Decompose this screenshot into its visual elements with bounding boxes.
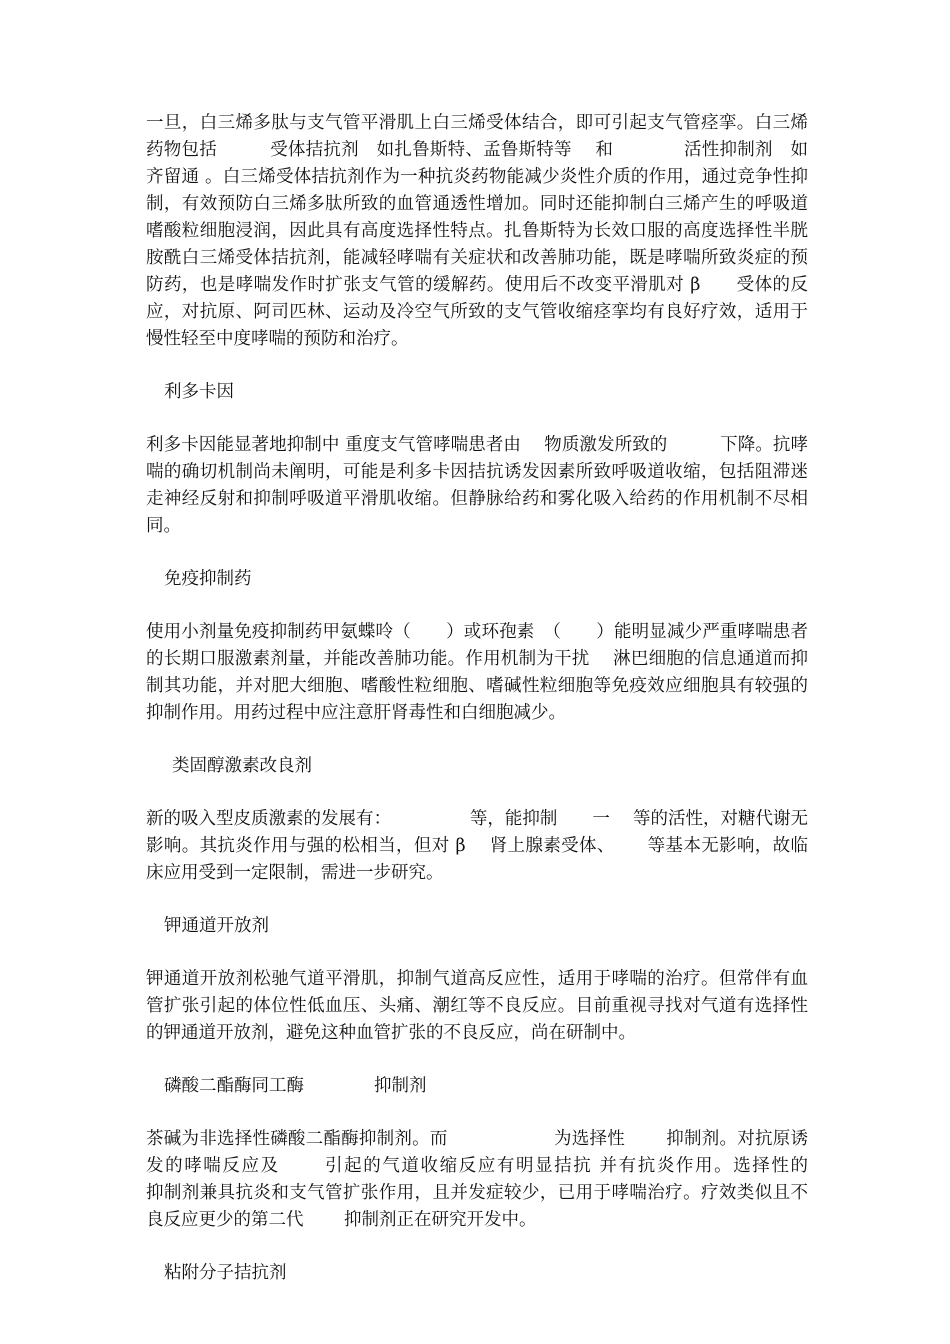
heading-adhesion-molecule-antagonists: 粘附分子拮抗剂 bbox=[164, 1263, 287, 1283]
heading-lidocaine: 利多卡因 bbox=[164, 382, 234, 402]
heading-potassium-channel-openers: 钾通道开放剂 bbox=[164, 916, 269, 936]
paragraph-steroid-modifiers: 新的吸入型皮质激素的发展有： 等，能抑制 一 等的活性，对糖代谢无影响。其抗炎作用与强的松相当，但对 β 肾上腺素受体、 等基本无影响，故临床应用受到一定限制，需进一步研究。 bbox=[146, 809, 808, 883]
document-body bbox=[146, 110, 849, 1313]
paragraph-potassium-channel-openers: 钾通道开放剂松驰气道平滑肌，抑制气道高反应性，适用于哮喘的治疗。但常伴有血管扩张引起的体位性低血压、头痛、潮红等不良反应。目前重视寻找对气道有选择性的钾通道开放剂，避免这种血管扩张的不良反应，尚在研制中。 bbox=[146, 969, 808, 1043]
paragraph-leukotriene: 一旦，白三烯多肽与支气管平滑肌上白三烯受体结合，即可引起支气管痉挛。白三烯药物包括 受体拮抗剂 如扎鲁斯特、孟鲁斯特等 和 活性抑制剂 如齐留通 。白三烯受体拮抗剂作为一种抗炎药物能减少炎性介质的作用，通过竞争性抑制，有效预防白三烯多肽所致的血管通透性增加。同时还能抑制白三烯产生的呼吸道嗜酸粒细胞浸润，因此具有高度选择性特点。扎鲁斯特为长效口服的高度选择性半胱胺酰白三烯受体拮抗剂，能减轻哮喘有关症状和改善肺功能，既是哮喘所致炎症的预防药，也是哮喘发作时扩张支气管的缓解药。使用后不改变平滑肌对 β 受体的反应，对抗原、阿司匹林、运动及冷空气所致的支气管收缩痉挛均有良好疗效，适用于慢性轻至中度哮喘的预防和治疗。 bbox=[146, 113, 808, 349]
heading-steroid-modifiers: 类固醇激素改良剂 bbox=[172, 756, 312, 776]
paragraph-immunosuppressants: 使用小剂量免疫抑制药甲氨蝶呤（ ）或环孢素 （ ）能明显减少严重哮喘患者的长期口服激素剂量，并能改善肺功能。作用机制为干扰 淋巴细胞的信息通道而抑制其功能，并对肥大细胞、嗜酸性粒细胞、嗜碱性粒细胞等免疫效应细胞具有较强的抑制作用。用药过程中应注意肝肾毒性和白细胞减少。 bbox=[146, 622, 808, 723]
heading-immunosuppressants: 免疫抑制药 bbox=[164, 569, 252, 589]
paragraph-pde-inhibitors: 茶碱为非选择性磷酸二酯酶抑制剂。而 为选择性 抑制剂。对抗原诱发的哮喘反应及 引起的气道收缩反应有明显拮抗 并有抗炎作用。选择性的 抑制剂兼具抗炎和支气管扩张作用，且并发症较少，已用于哮喘治疗。疗效类似且不良反应更少的第二代 抑制剂正在研究开发中。 bbox=[146, 1129, 849, 1230]
heading-pde-inhibitors: 磷酸二酯酶同工酶 抑制剂 bbox=[164, 1076, 427, 1096]
paragraph-lidocaine: 利多卡因能显著地抑制中 重度支气管哮喘患者由 物质激发所致的 下降。抗哮喘的确切机制尚未阐明，可能是利多卡因拮抗诱发因素所致呼吸道收缩，包括阻滞迷走神经反射和抑制呼吸道平滑肌收缩。但静脉给药和雾化吸入给药的作用机制不尽相同。 bbox=[146, 435, 808, 536]
